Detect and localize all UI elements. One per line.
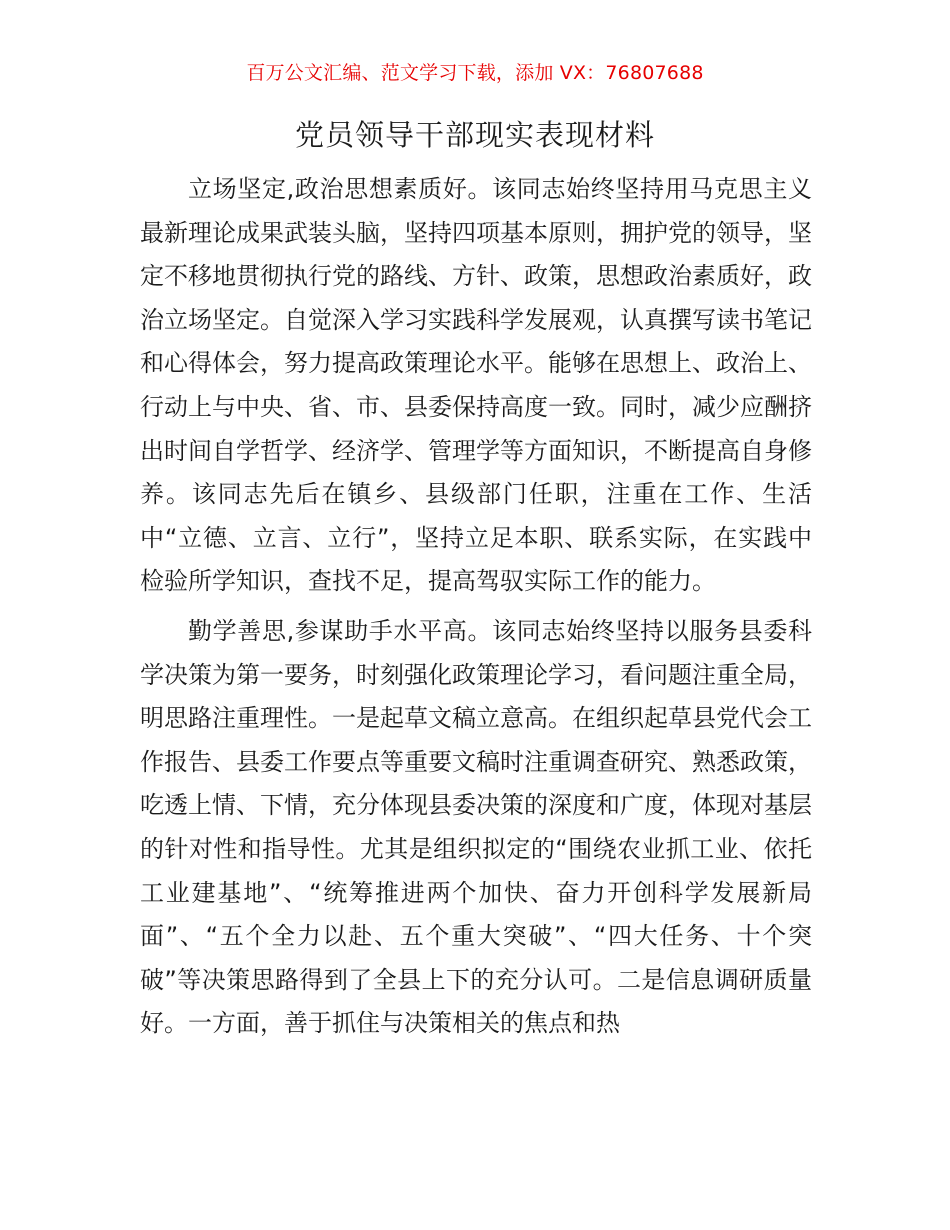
paragraph-advisory-capability: 勤学善思,参谋助手水平高。该同志始终坚持以服务县委科学决策为第一要务，时刻强化政策理论学习，看问题注重全局，明思路注重理性。一是起草文稿立意高。在组织起草县党代会工作报告、县委工作要点等重要文稿时注重调查研究、熟悉政策，吃透上情、下情，充分体现县委决策的深度和广度，体现对基层的针对性和指导性。尤其是组织拟定的“围绕农业抓工业、依托工业建基地”、“统筹推进两个加快、奋力开创科学发展新局面”、“五个全力以赴、五个重大突破”、“四大任务、十个突破”等决策思路得到了全县上下的充分认可。二是信息调研质量好。一方面，善于抓住与决策相关的焦点和热: [140, 616, 812, 1038]
document-body: [140, 168, 812, 1052]
paragraph-political-stance: 立场坚定,政治思想素质好。该同志始终坚持用马克思主义最新理论成果武装头脑，坚持四项基本原则，拥护党的领导，坚定不移地贯彻执行党的路线、方针、政策，思想政治素质好，政治立场坚定。自觉深入学习实践科学发展观，认真撰写读书笔记和心得体会，努力提高政策理论水平。能够在思想上、政治上、行动上与中央、省、市、县委保持高度一致。同时，减少应酬挤出时间自学哲学、经济学、管理学等方面知识，不断提高自身修养。该同志先后在镇乡、县级部门任职，注重在工作、生活中“立德、立言、立行”，坚持立足本职、联系实际，在实践中检验所学知识，查找不足，提高驾驭实际工作的能力。: [140, 175, 812, 596]
download-banner: 百万公文汇编、范文学习下载，添加 VX：76807688: [246, 62, 704, 84]
document-title: 党员领导干部现实表现材料: [294, 118, 655, 152]
